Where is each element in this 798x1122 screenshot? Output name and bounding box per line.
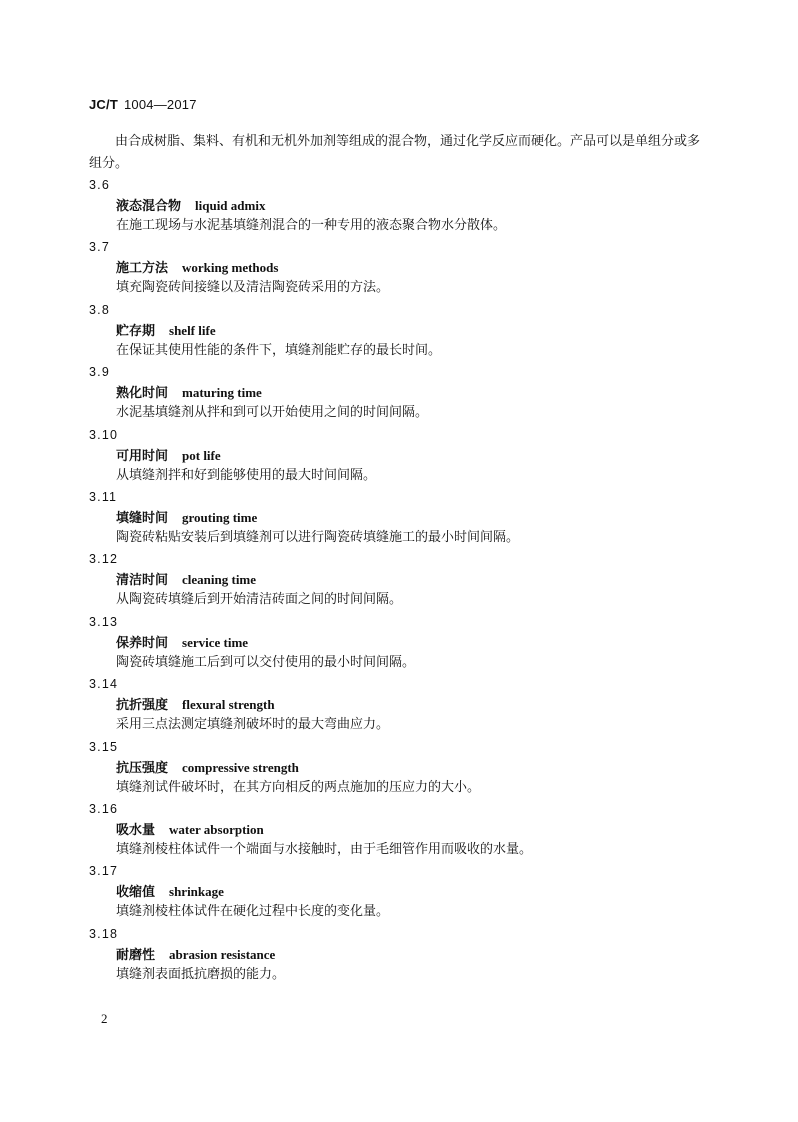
term-heading xyxy=(116,694,275,716)
term-entry xyxy=(89,799,705,861)
term-entry xyxy=(89,487,705,549)
term-heading xyxy=(116,507,257,529)
term-chinese: 抗折强度 xyxy=(116,698,169,714)
clause-number: 3.12 xyxy=(89,552,119,567)
term-english: abrasion resistance xyxy=(169,946,276,962)
clause-number: 3.14 xyxy=(89,677,119,692)
clause-number: 3.16 xyxy=(89,801,119,816)
clause-number: 3.18 xyxy=(89,926,119,941)
standard-code xyxy=(89,97,197,112)
term-entries xyxy=(89,175,705,986)
term-definition: 填缝剂棱柱体试件在硬化过程中长度的变化量。 xyxy=(116,904,390,920)
term-heading xyxy=(116,819,264,841)
term-heading xyxy=(116,445,221,467)
term-definition: 填缝剂试件破坏时，在其方向相反的两点施加的压应力的大小。 xyxy=(116,779,481,795)
term-entry xyxy=(89,737,705,799)
clause-number: 3.6 xyxy=(89,178,110,192)
term-english: flexural strength xyxy=(182,697,275,713)
clause-number: 3.11 xyxy=(89,489,118,504)
term-english: water absorption xyxy=(169,821,264,837)
term-heading xyxy=(116,757,299,779)
term-english: grouting time xyxy=(182,509,258,525)
term-heading xyxy=(116,881,224,903)
term-chinese: 吸水量 xyxy=(116,822,156,838)
term-chinese: 可用时间 xyxy=(116,448,169,464)
term-entry xyxy=(89,425,705,487)
term-english: maturing time xyxy=(182,385,262,401)
term-chinese: 清洁时间 xyxy=(116,573,169,589)
clause-number: 3.7 xyxy=(89,240,110,255)
term-chinese: 抗压强度 xyxy=(116,760,169,776)
term-heading xyxy=(116,632,248,654)
term-entry xyxy=(89,237,705,299)
clause-number: 3.9 xyxy=(89,365,110,380)
term-chinese: 耐磨性 xyxy=(116,947,156,963)
term-chinese: 保养时间 xyxy=(116,635,169,651)
term-entry xyxy=(89,175,705,237)
term-chinese: 施工方法 xyxy=(116,261,169,277)
term-definition: 陶瓷砖粘贴安装后到填缝剂可以进行陶瓷砖填缝施工的最小时间间隔。 xyxy=(116,529,520,545)
term-chinese: 贮存期 xyxy=(116,323,156,339)
term-entry xyxy=(89,549,705,611)
term-entry xyxy=(89,674,705,736)
intro-paragraph: 由合成树脂、集料、有机和无机外加剂等组成的混合物，通过化学反应而硬化。产品可以是单组分或多组分。 xyxy=(89,134,701,171)
term-entry xyxy=(89,861,705,923)
term-entry xyxy=(89,612,705,674)
page-number: 2 xyxy=(101,1011,108,1026)
term-chinese: 熟化时间 xyxy=(116,386,169,402)
standard-number: 1004—2017 xyxy=(123,97,197,112)
term-english: service time xyxy=(182,634,249,650)
term-heading xyxy=(116,257,278,279)
term-english: shrinkage xyxy=(169,884,224,900)
term-definition: 在施工现场与水泥基填缝剂混合的一种专用的液态聚合物水分散体。 xyxy=(116,218,507,233)
clause-number: 3.13 xyxy=(89,614,119,629)
clause-number: 3.10 xyxy=(89,427,119,442)
term-english: shelf life xyxy=(169,322,216,338)
term-definition: 填充陶瓷砖间接缝以及清洁陶瓷砖采用的方法。 xyxy=(116,280,390,296)
term-definition: 水泥基填缝剂从拌和到可以开始使用之间的时间间隔。 xyxy=(116,405,429,421)
term-english: cleaning time xyxy=(182,572,257,588)
term-chinese: 液态混合物 xyxy=(116,199,182,214)
term-chinese: 收缩值 xyxy=(116,885,156,901)
term-definition: 填缝剂棱柱体试件一个端面与水接触时，由于毛细管作用而吸收的水量。 xyxy=(116,841,533,857)
term-entry xyxy=(89,924,705,986)
term-english: working methods xyxy=(182,260,279,276)
term-english: pot life xyxy=(182,447,221,463)
term-heading xyxy=(116,944,275,966)
clause-number: 3.17 xyxy=(89,864,119,879)
term-entry xyxy=(89,362,705,424)
term-definition: 采用三点法测定填缝剂破坏时的最大弯曲应力。 xyxy=(116,717,390,733)
term-heading xyxy=(116,195,265,217)
term-english: compressive strength xyxy=(182,759,299,775)
term-chinese: 填缝时间 xyxy=(116,510,169,526)
term-definition: 在保证其使用性能的条件下，填缝剂能贮存的最长时间。 xyxy=(116,342,442,358)
term-heading xyxy=(116,569,256,591)
term-entry xyxy=(89,300,705,362)
term-english: liquid admix xyxy=(195,198,266,213)
clause-number: 3.15 xyxy=(89,739,119,754)
term-definition: 陶瓷砖填缝施工后到可以交付使用的最小时间间隔。 xyxy=(116,654,416,670)
term-heading xyxy=(116,320,216,342)
clause-number: 3.8 xyxy=(89,302,110,317)
term-definition: 从陶瓷砖填缝后到开始清洁砖面之间的时间间隔。 xyxy=(116,592,403,608)
term-definition: 从填缝剂拌和好到能够使用的最大时间间隔。 xyxy=(116,467,377,483)
term-heading xyxy=(116,382,262,404)
standard-prefix: JC/T xyxy=(89,97,118,112)
term-definition: 填缝剂表面抵抗磨损的能力。 xyxy=(116,966,286,982)
